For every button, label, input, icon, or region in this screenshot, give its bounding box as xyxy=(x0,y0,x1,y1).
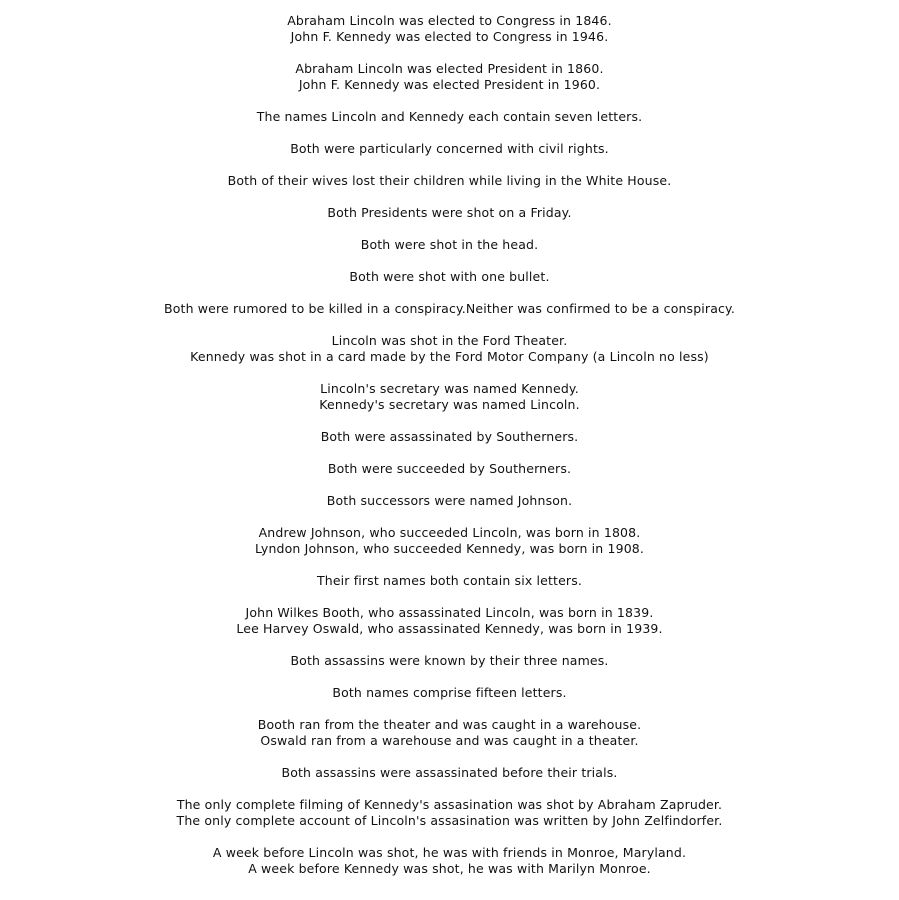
fact-line: Oswald ran from a warehouse and was caught in a theater. xyxy=(260,733,639,748)
fact-block-13 xyxy=(0,461,899,477)
fact-line: Both of their wives lost their children while living in the White House. xyxy=(227,173,672,188)
fact-block-3 xyxy=(0,109,899,125)
fact-block-15 xyxy=(0,525,899,557)
fact-block-16 xyxy=(0,573,899,589)
fact-line: Abraham Lincoln was elected to Congress in 1846. xyxy=(287,13,612,28)
fact-line: Lyndon Johnson, who succeeded Kennedy, was born in 1908. xyxy=(254,541,645,556)
fact-line: Lincoln's secretary was named Kennedy. xyxy=(320,381,579,396)
fact-block-10 xyxy=(0,333,899,365)
fact-line: Both were shot in the head. xyxy=(360,237,539,252)
fact-line: A week before Kennedy was shot, he was with Marilyn Monroe. xyxy=(248,861,651,876)
fact-line: Lincoln was shot in the Ford Theater. xyxy=(331,333,568,348)
fact-line: Lee Harvey Oswald, who assassinated Kennedy, was born in 1939. xyxy=(236,621,663,636)
fact-block-9 xyxy=(0,301,899,317)
fact-line: Both names comprise fifteen letters. xyxy=(332,685,567,700)
fact-block-8 xyxy=(0,269,899,285)
fact-block-1 xyxy=(0,13,899,45)
fact-block-17 xyxy=(0,605,899,637)
fact-line: Booth ran from the theater and was caught in a warehouse. xyxy=(257,717,642,732)
fact-block-6 xyxy=(0,205,899,221)
fact-line: The only complete account of Lincoln's assasination was written by John Zelfindorfer. xyxy=(176,813,723,828)
fact-line: Both assassins were known by their three names. xyxy=(290,653,609,668)
fact-line: A week before Lincoln was shot, he was with friends in Monroe, Maryland. xyxy=(212,845,687,860)
fact-block-19 xyxy=(0,685,899,701)
fact-block-11 xyxy=(0,381,899,413)
fact-line: Both were shot with one bullet. xyxy=(349,269,550,284)
fact-line: John F. Kennedy was elected to Congress in 1946. xyxy=(290,29,609,44)
fact-block-21 xyxy=(0,765,899,781)
fact-block-18 xyxy=(0,653,899,669)
fact-line: The only complete filming of Kennedy's assasination was shot by Abraham Zapruder. xyxy=(176,797,723,812)
fact-line: John F. Kennedy was elected President in 1960. xyxy=(298,77,601,92)
fact-line: Both assassins were assassinated before their trials. xyxy=(281,765,618,780)
fact-line: Both were rumored to be killed in a conspiracy.Neither was confirmed to be a conspiracy. xyxy=(164,301,735,316)
fact-block-7 xyxy=(0,237,899,253)
fact-block-22 xyxy=(0,797,899,829)
fact-block-14 xyxy=(0,493,899,509)
fact-line: John Wilkes Booth, who assassinated Lincoln, was born in 1839. xyxy=(245,605,654,620)
fact-block-2 xyxy=(0,61,899,93)
fact-block-4 xyxy=(0,141,899,157)
fact-line: Both were particularly concerned with civil rights. xyxy=(290,141,609,156)
fact-line: The names Lincoln and Kennedy each contain seven letters. xyxy=(256,109,643,124)
fact-line: Both were assassinated by Southerners. xyxy=(320,429,579,444)
fact-line: Both Presidents were shot on a Friday. xyxy=(327,205,572,220)
fact-line: Abraham Lincoln was elected President in 1860. xyxy=(295,61,604,76)
fact-block-5 xyxy=(0,173,899,189)
fact-line: Kennedy's secretary was named Lincoln. xyxy=(319,397,580,412)
fact-block-12 xyxy=(0,429,899,445)
fact-line: Kennedy was shot in a card made by the Ford Motor Company (a Lincoln no less) xyxy=(190,349,709,364)
fact-line: Andrew Johnson, who succeeded Lincoln, was born in 1808. xyxy=(258,525,641,540)
fact-block-20 xyxy=(0,717,899,749)
fact-line: Their first names both contain six letters. xyxy=(316,573,582,588)
fact-line: Both were succeeded by Southerners. xyxy=(327,461,572,476)
fact-line: Both successors were named Johnson. xyxy=(326,493,573,508)
fact-block-23 xyxy=(0,845,899,877)
